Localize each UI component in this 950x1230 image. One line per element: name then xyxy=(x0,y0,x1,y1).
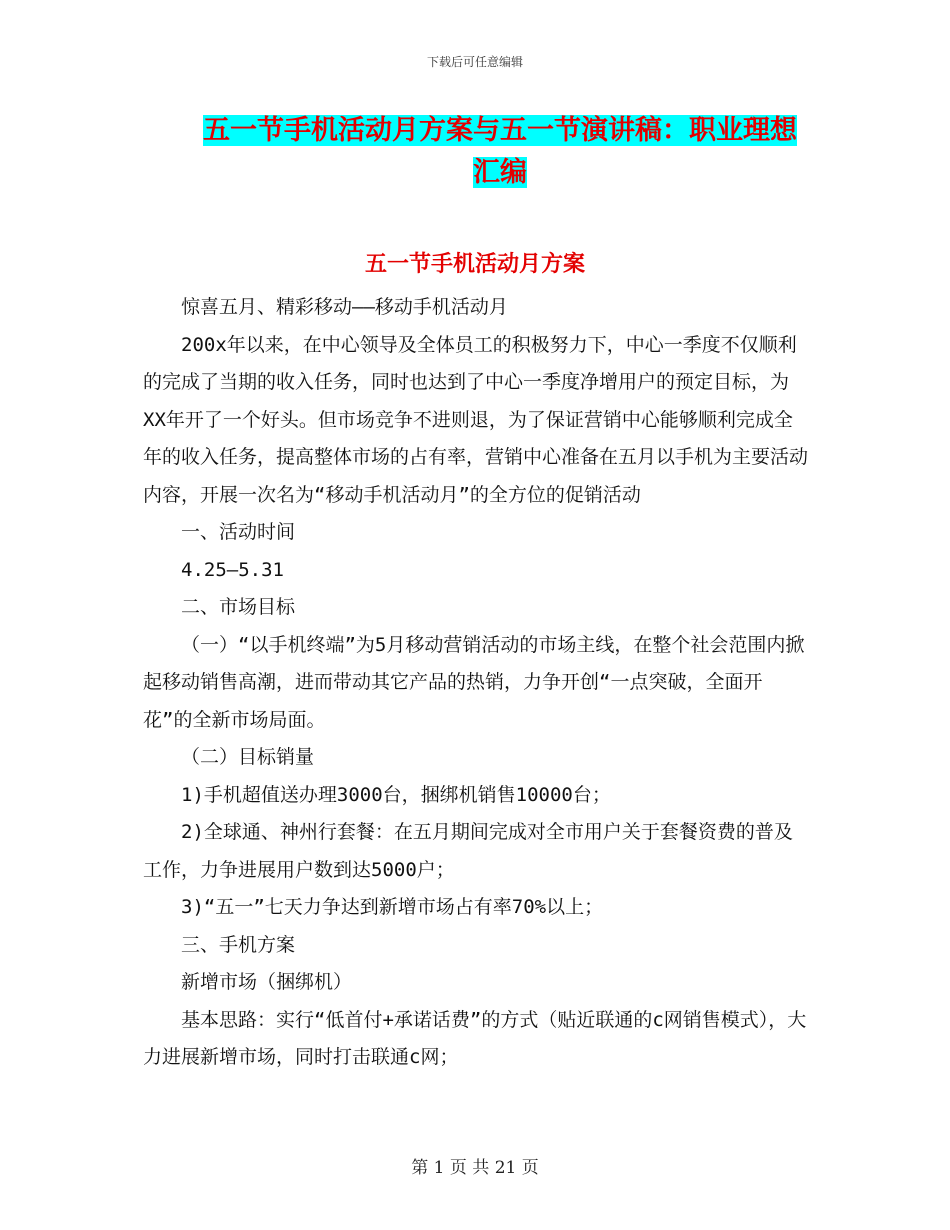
paragraph: 3)“五一”七天力争达到新增市场占有率70%以上； xyxy=(181,896,604,918)
page-header-note: 下载后可任意编辑 xyxy=(426,55,523,69)
paragraph: （二）目标销量 xyxy=(181,746,315,768)
paragraph: 基本思路：实行“低首付+承诺话费”的方式（贴近联通的c网销售模式），大力进展新增市场，同时打击联通c网； xyxy=(143,1008,807,1068)
section-title: 五一节手机活动月方案 xyxy=(364,252,585,277)
paragraph: 三、手机方案 xyxy=(181,933,296,956)
paragraph: 200x年以来，在中心领导及全体员工的积极努力下，中心一季度不仅顺利的完成了当期的收入任务，同时也达到了中心一季度净增用户的预定目标，为XX年开了一个好头。但市场竞争不进则退，为了保证营销中心能够顺利完成全年的收入任务，提高整体市场的占有率，营销中心准备在五月以手机为主要活动内容，开展一次名为“移动手机活动月”的全方位的促销活动 xyxy=(143,333,809,506)
paragraph: （一）“以手机终端”为5月移动营销活动的市场主线，在整个社会范围内掀起移动销售高潮，进而带动其它产品的热销，力争开创“一点突破，全面开花”的全新市场局面。 xyxy=(143,633,805,731)
paragraph: 4.25—5.31 xyxy=(181,558,284,581)
paragraph: 一、活动时间 xyxy=(181,521,296,543)
page-number-footer: 第 1 页 共 21 页 xyxy=(411,1158,539,1178)
paragraph: 惊喜五月、精彩移动——移动手机活动月 xyxy=(181,296,508,318)
document-title-text: 五一节手机活动月方案与五一节演讲稿：职业理想汇编 xyxy=(203,115,797,188)
paragraph: 1)手机超值送办理3000台，捆绑机销售10000台； xyxy=(181,783,611,806)
paragraph: 2)全球通、神州行套餐：在五月期间完成对全市用户关于套餐资费的普及工作，力争进展用户数到达5000户； xyxy=(143,821,793,881)
body-content xyxy=(143,289,808,1077)
paragraph: 二、市场目标 xyxy=(181,596,296,618)
document-title xyxy=(195,110,805,194)
paragraph: 新增市场（捆绑机） xyxy=(181,971,353,993)
